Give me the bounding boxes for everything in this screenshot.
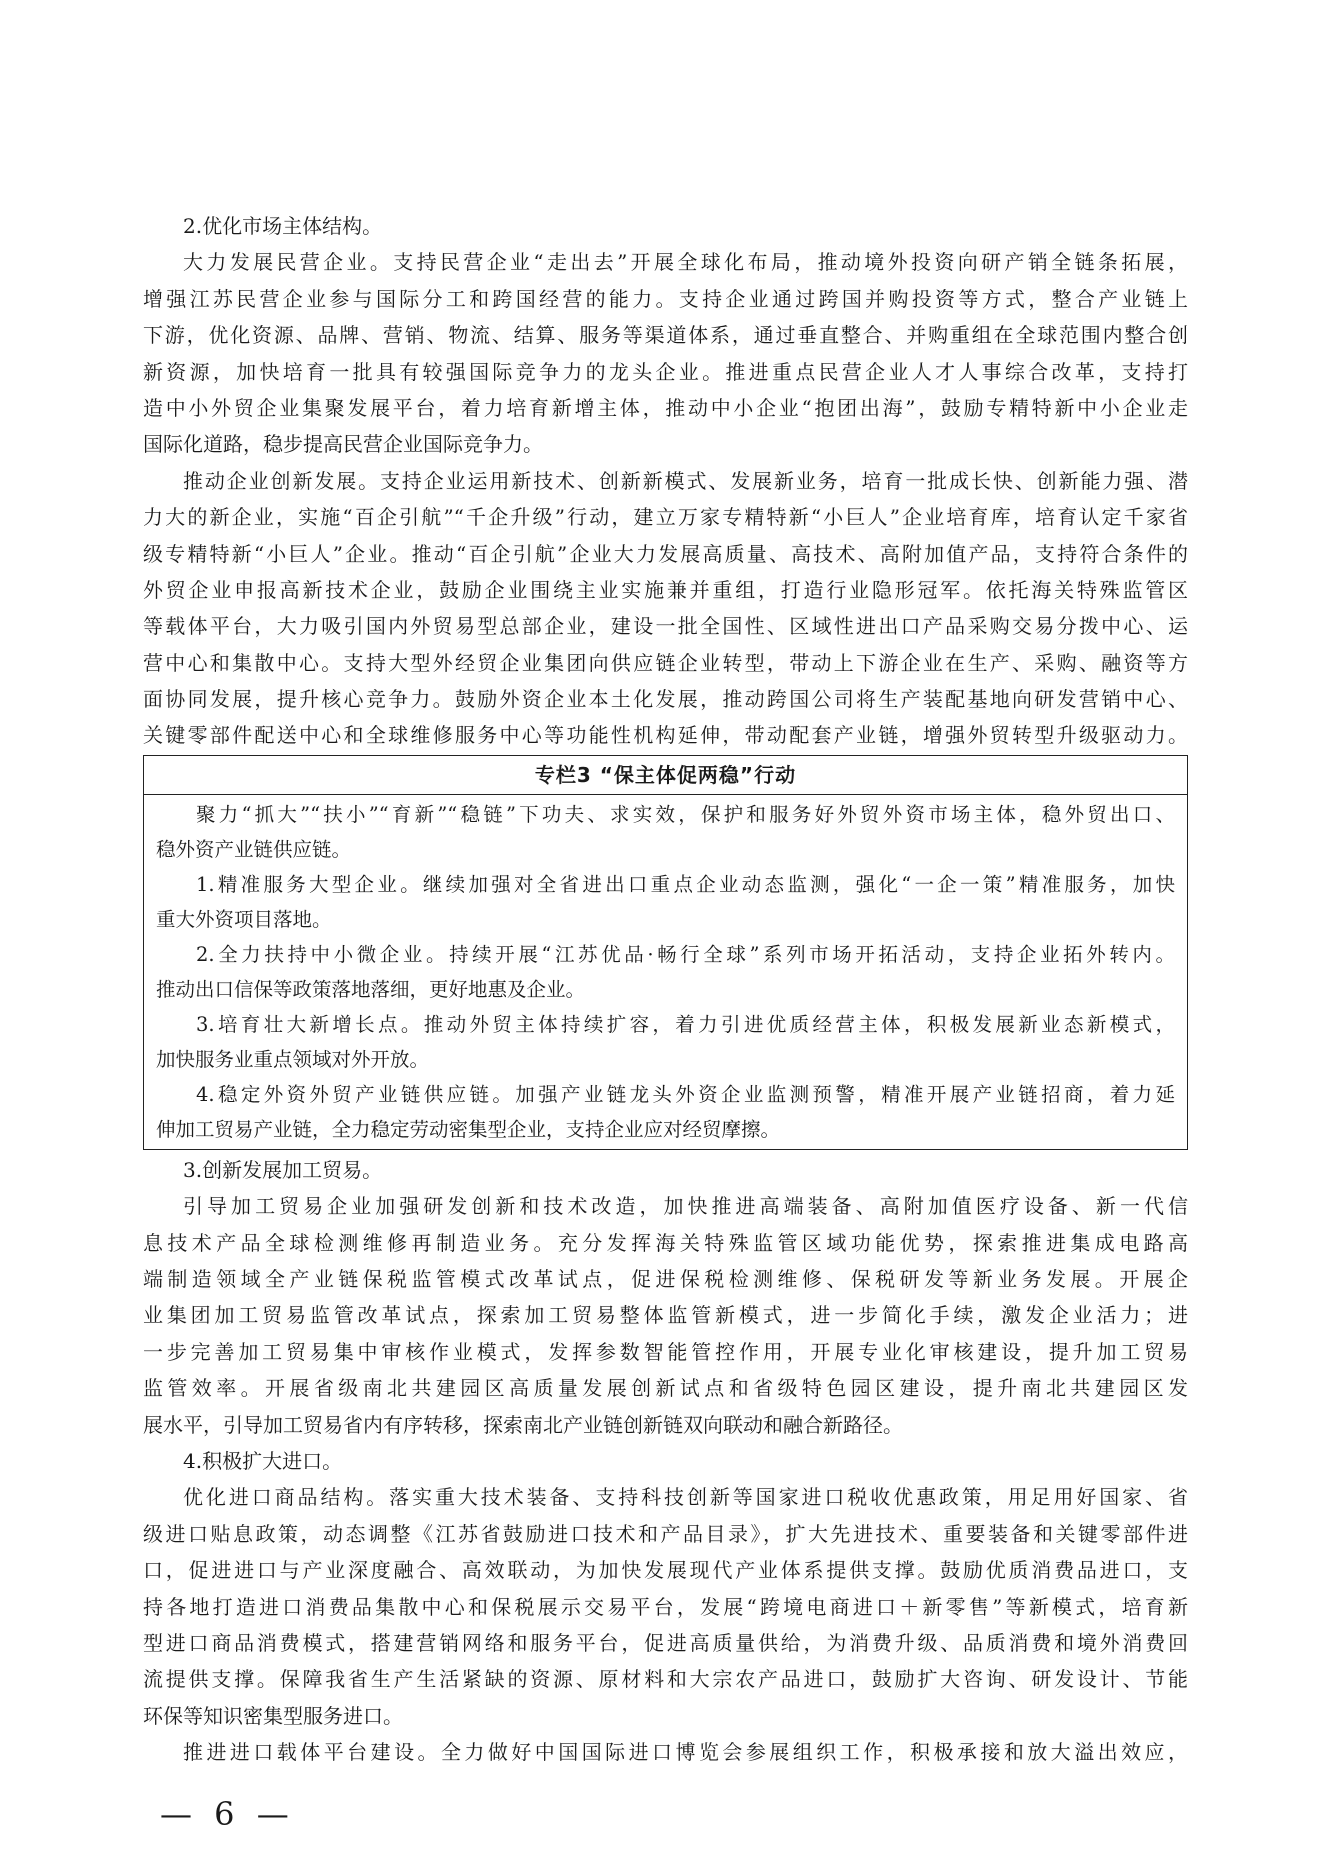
paragraph-line: 营中心和集散中心。支持大型外经贸企业集团向供应链企业转型，带动上下游企业在生产、采购、融资等方 [143,650,1188,675]
paragraph-line: 端制造领域全产业链保税监管模式改革试点，促进保税检测维修、保税研发等新业务发展。开展企 [143,1267,1188,1292]
box-line: 伸加工贸易产业链，全力稳定劳动密集型企业，支持企业应对经贸摩擦。 [156,1117,781,1141]
paragraph-processing-trade [143,1188,1188,1443]
paragraph-line: 推进进口载体平台建设。全力做好中国国际进口博览会参展组织工作，积极承接和放大溢出效应， [183,1740,1188,1765]
box-line: 加快服务业重点领域对外开放。 [156,1047,430,1071]
box-line: 推动出口信保等政策落地落细，更好地惠及企业。 [156,977,586,1001]
paragraph-line: 大力发展民营企业。支持民营企业“走出去”开展全球化布局，推动境外投资向研产销全链条拓展， [183,250,1188,275]
box-line: 2.全力扶持中小微企业。持续开展“江苏优品·畅行全球”系列市场开拓活动，支持企业拓外转内。 [196,942,1175,966]
paragraph-line: 持各地打造进口消费品集散中心和保税展示交易平台，发展“跨境电商进口＋新零售”等新模式，培育新 [143,1594,1188,1619]
box-line: 3.培育壮大新增长点。推动外贸主体持续扩容，着力引进优质经营主体，积极发展新业态新模式， [196,1012,1175,1036]
paragraph-line: 外贸企业申报高新技术企业，鼓励企业围绕主业实施兼并重组，打造行业隐形冠军。依托海关特殊监管区 [143,577,1188,602]
paragraph-line: 级进口贴息政策，动态调整《江苏省鼓励进口技术和产品目录》，扩大先进技术、重要装备和关键零部件进 [143,1521,1188,1546]
paragraph-line: 一步完善加工贸易集中审核作业模式，发挥参数智能管控作用，开展专业化审核建设，提升加工贸易 [143,1339,1188,1364]
paragraph-line: 等载体平台，大力吸引国内外贸易型总部企业，建设一批全国性、区域性进出口产品采购交易分拨中心、运 [143,614,1188,639]
paragraph-import-platform [143,1734,1188,1770]
paragraph-private-enterprise [143,244,1188,462]
paragraph-line: 监管效率。开展省级南北共建园区高质量发展创新试点和省级特色园区建设，提升南北共建园区发 [143,1376,1188,1401]
page-number: — 6 — [160,1795,295,1833]
box-line: 聚力“抓大”“扶小”“育新”“稳链”下功夫、求实效，保护和服务好外贸外资市场主体，稳外贸出口、 [196,802,1175,826]
box-body [144,795,1187,1149]
section-heading: 4.积极扩大进口。 [183,1448,343,1473]
section-heading: 2.优化市场主体结构。 [183,214,383,238]
paragraph-line: 下游，优化资源、品牌、营销、物流、结算、服务等渠道体系，通过垂直整合、并购重组在全球范围内整合创 [143,323,1188,348]
paragraph-line: 关键零部件配送中心和全球维修服务中心等功能性机构延伸，带动配套产业链，增强外贸转型升级驱动力。 [143,723,1188,748]
paragraph-line: 面协同发展，提升核心竞争力。鼓励外资企业本土化发展，推动跨国公司将生产装配基地向研发营销中心、 [143,687,1188,712]
paragraph-line: 流提供支撑。保障我省生产生活紧缺的资源、原材料和大宗农产品进口，鼓励扩大咨询、研发设计、节能 [143,1667,1188,1692]
paragraph-line: 国际化道路，稳步提高民营企业国际竞争力。 [143,432,543,457]
paragraph-line: 增强江苏民营企业参与国际分工和跨国经营的能力。支持企业通过跨国并购投资等方式，整合产业链上 [143,286,1188,311]
paragraph-line: 业集团加工贸易监管改革试点，探索加工贸易整体监管新模式，进一步简化手续，激发企业活力；进 [143,1303,1188,1328]
paragraph-innovation [143,463,1188,754]
paragraph-line: 优化进口商品结构。落实重大技术装备、支持科技创新等国家进口税收优惠政策，用足用好国家、省 [183,1485,1188,1510]
paragraph-line: 造中小外贸企业集聚发展平台，着力培育新增主体，推动中小企业“抱团出海”，鼓励专精特新中小企业走 [143,395,1188,420]
paragraph-line: 级专精特新“小巨人”企业。推动“百企引航”企业大力发展高质量、高技术、高附加值产品，支持符合条件的 [143,541,1188,566]
box-line: 稳外资产业链供应链。 [156,837,352,861]
paragraph-line: 展水平，引导加工贸易省内有序转移，探索南北产业链创新链双向联动和融合新路径。 [143,1412,903,1437]
box-line: 重大外资项目落地。 [156,907,332,931]
paragraph-line: 环保等知识密集型服务进口。 [143,1703,403,1728]
box-line: 4.稳定外资外贸产业链供应链。加强产业链龙头外资企业监测预警，精准开展产业链招商，着力延 [196,1082,1175,1106]
paragraph-import-structure [143,1479,1188,1734]
paragraph-line: 口，促进进口与产业深度融合、高效联动，为加快发展现代产业体系提供支撑。鼓励优质消费品进口，支 [143,1558,1188,1583]
sidebar-box-column-3 [143,755,1188,1150]
document-body [143,208,1188,1771]
paragraph-line: 新资源，加快培育一批具有较强国际竞争力的龙头企业。推进重点民营企业人才人事综合改革，支持打 [143,359,1188,384]
paragraph-line: 力大的新企业，实施“百企引航”“千企升级”行动，建立万家专精特新“小巨人”企业培育库，培育认定千家省 [143,505,1188,530]
section-heading: 3.创新发展加工贸易。 [183,1157,383,1182]
paragraph-line: 息技术产品全球检测维修再制造业务。充分发挥海关特殊监管区域功能优势，探索推进集成电路高 [143,1230,1188,1255]
paragraph-line: 型进口商品消费模式，搭建营销网络和服务平台，促进高质量供给，为消费升级、品质消费和境外消费回 [143,1630,1188,1655]
paragraph-line: 引导加工贸易企业加强研发创新和技术改造，加快推进高端装备、高附加值医疗设备、新一代信 [183,1194,1188,1219]
box-line: 1.精准服务大型企业。继续加强对全省进出口重点企业动态监测，强化“一企一策”精准服务，加快 [196,872,1175,896]
paragraph-line: 推动企业创新发展。支持企业运用新技术、创新新模式、发展新业务，培育一批成长快、创新能力强、潜 [183,468,1188,493]
box-title: 专栏3 “保主体促两稳”行动 [144,756,1187,795]
